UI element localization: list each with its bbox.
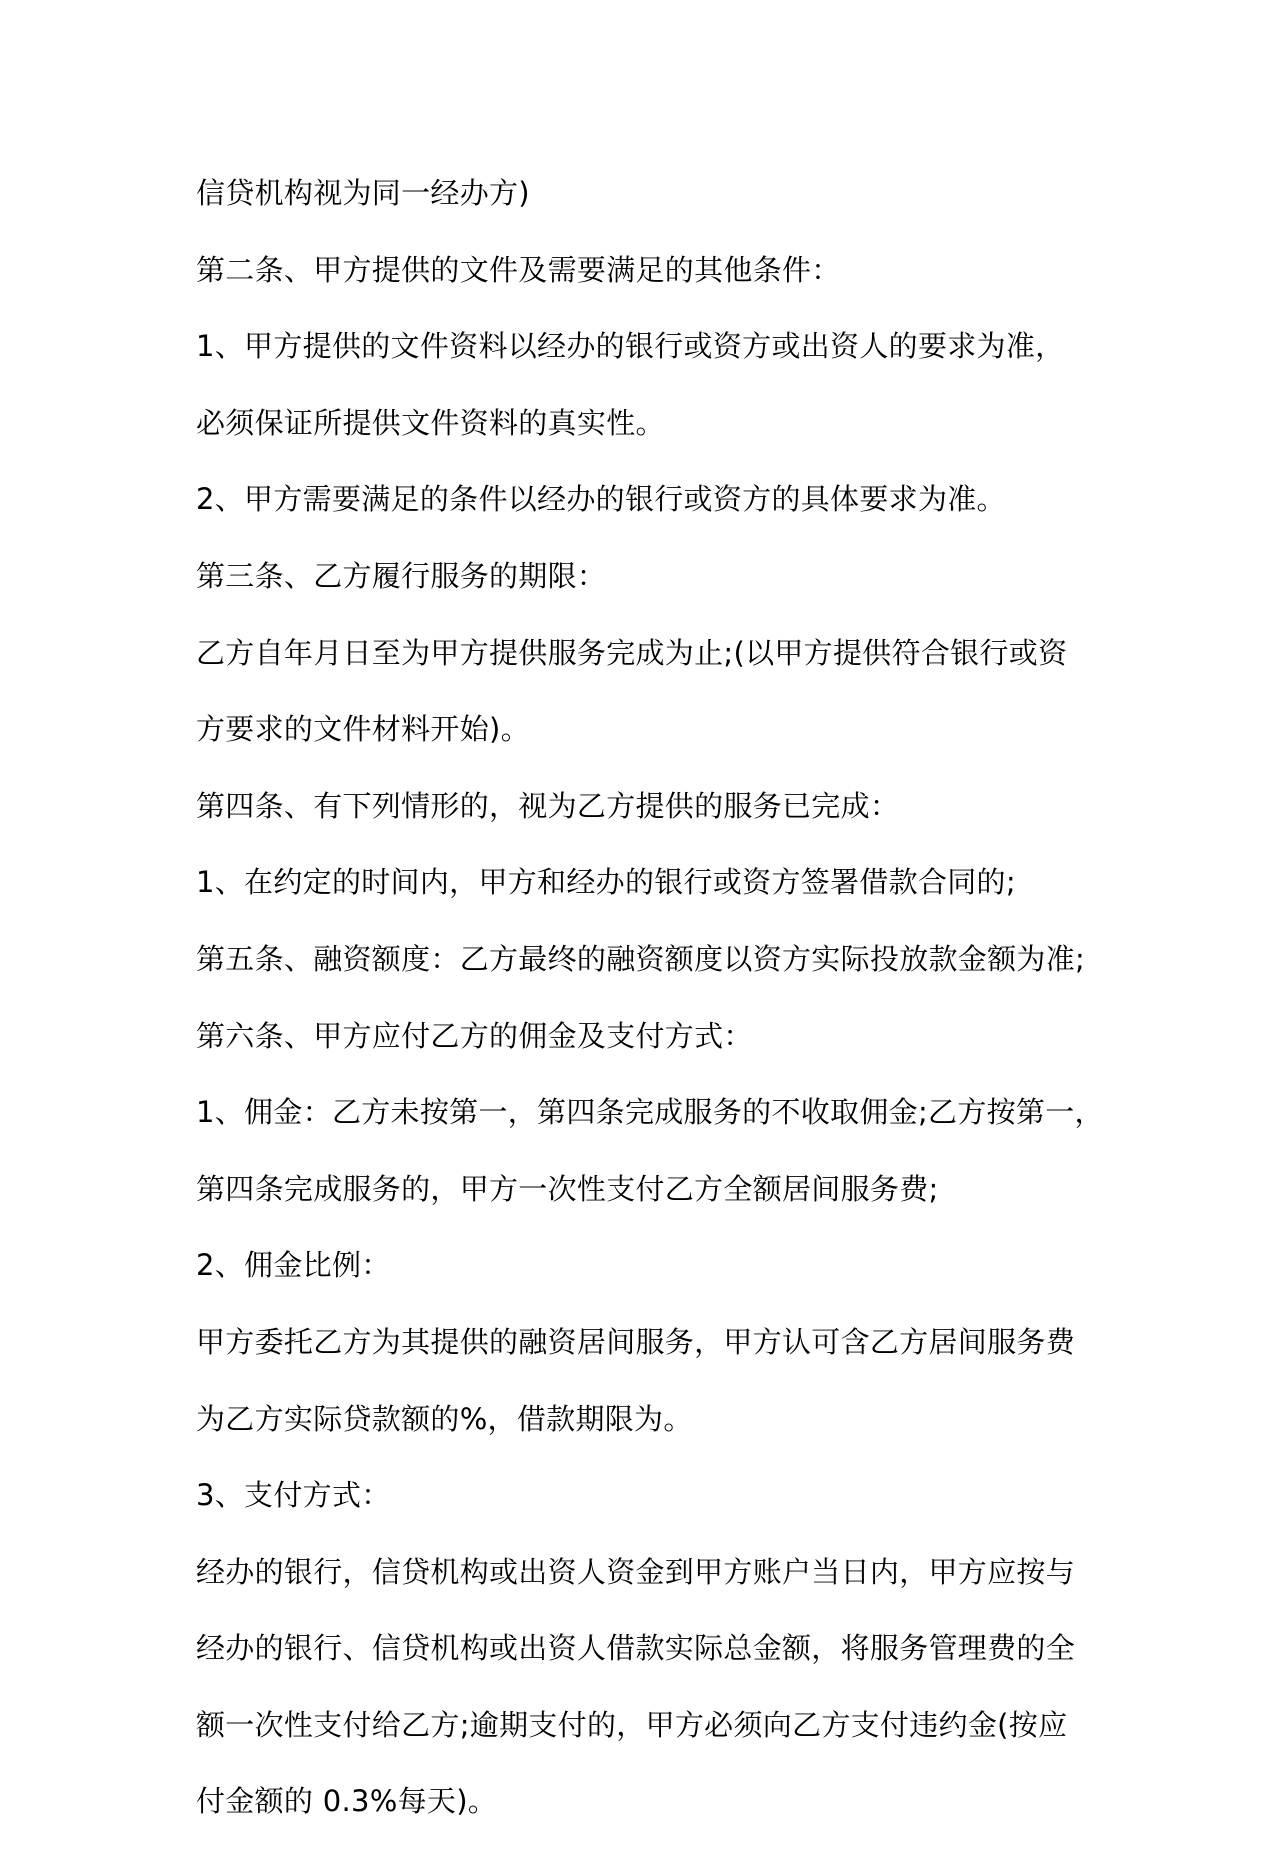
text-line: 2、甲方需要满足的条件以经办的银行或资方的具体要求为准。 <box>196 482 1006 517</box>
section-heading-article-5: 第五条、融资额度：乙方最终的融资额度以资方实际投放款金额为准; <box>196 941 1086 976</box>
text-line: 经办的银行，信贷机构或出资人资金到甲方账户当日内，甲方应按与 <box>196 1554 1076 1589</box>
text-line: 方要求的文件材料开始)。 <box>196 712 530 747</box>
text-line: 信贷机构视为同一经办方) <box>196 176 530 210</box>
text-line: 经办的银行、信贷机构或出资人借款实际总金额，将服务管理费的全 <box>196 1631 1076 1666</box>
text-line: 为乙方实际贷款额的%，借款期限为。 <box>196 1401 693 1436</box>
text-line: 1、甲方提供的文件资料以经办的银行或资方或出资人的要求为准， <box>196 329 1065 364</box>
text-line: 额一次性支付给乙方;逾期支付的，甲方必须向乙方支付违约金(按应 <box>196 1707 1068 1742</box>
text-line: 2、佣金比例： <box>196 1248 391 1283</box>
text-line: 1、在约定的时间内，甲方和经办的银行或资方签署借款合同的; <box>196 865 1016 900</box>
text-line: 必须保证所提供文件资料的真实性。 <box>196 405 665 440</box>
section-heading-article-2: 第二条、甲方提供的文件及需要满足的其他条件： <box>196 252 841 287</box>
text-line: 第四条完成服务的，甲方一次性支付乙方全额居间服务费; <box>196 1171 939 1206</box>
text-line: 1、佣金：乙方未按第一，第四条完成服务的不收取佣金;乙方按第一， <box>196 1095 1104 1130</box>
text-line: 3、支付方式： <box>196 1478 391 1513</box>
contract-body <box>196 168 1104 1853</box>
section-heading-article-6: 第六条、甲方应付乙方的佣金及支付方式： <box>196 1018 753 1053</box>
text-line: 付金额的 0.3%每天)。 <box>196 1784 498 1819</box>
text-line: 乙方自年月日至为甲方提供服务完成为止;(以甲方提供符合银行或资 <box>196 635 1068 670</box>
section-heading-article-4: 第四条、有下列情形的，视为乙方提供的服务已完成： <box>196 788 900 823</box>
text-line: 甲方委托乙方为其提供的融资居间服务，甲方认可含乙方居间服务费 <box>196 1324 1076 1359</box>
section-heading-article-3: 第三条、乙方履行服务的期限： <box>196 558 607 593</box>
